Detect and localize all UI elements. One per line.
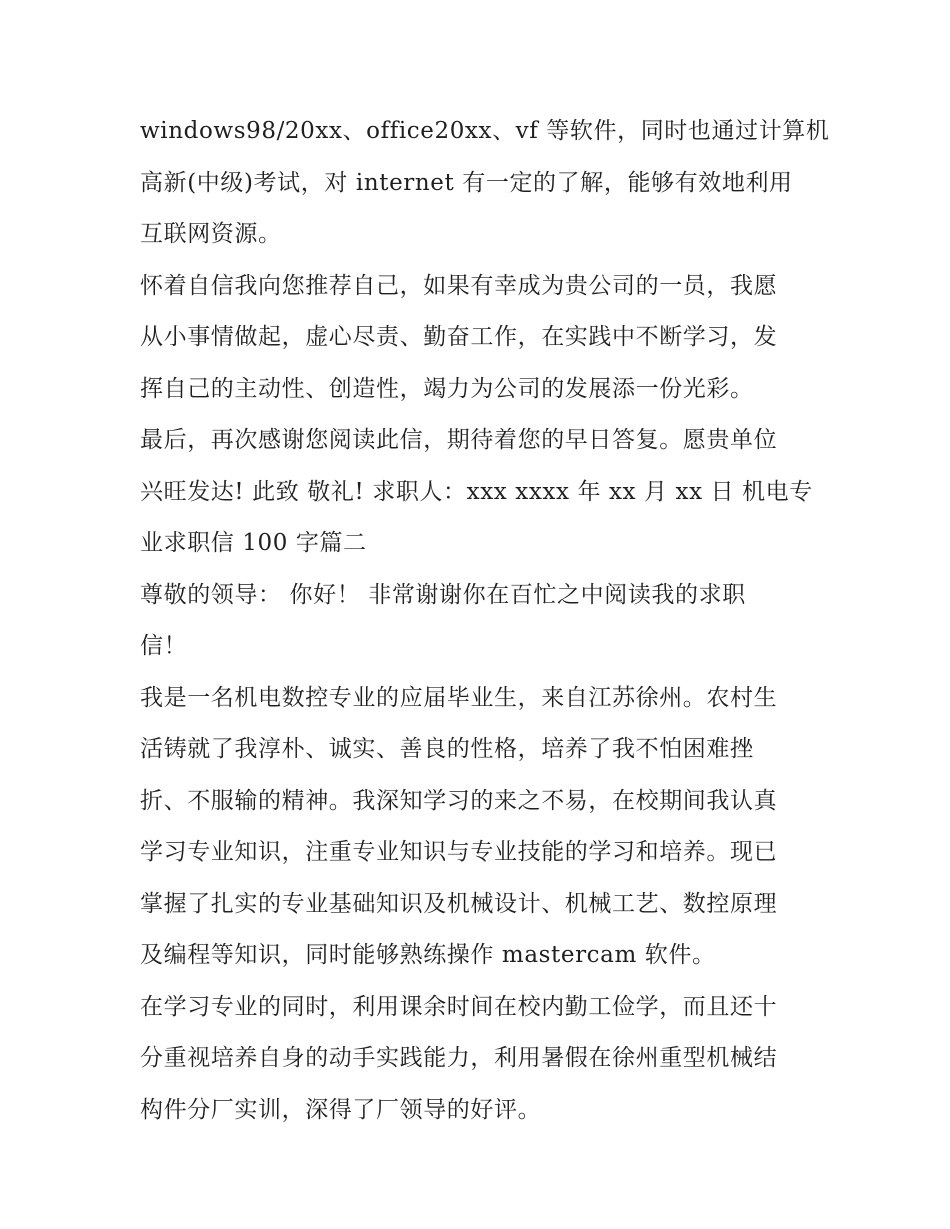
text-line: 我是一名机电数控专业的应届毕业生，来自江苏徐州。农村生 (140, 684, 778, 711)
text-line: 及编程等知识，同时能够熟练操作 mastercam 软件。 (140, 942, 716, 968)
text-line: 高新(中级)考试，对 internet 有一定的了解，能够有效地利用 (140, 169, 793, 196)
document-body (140, 106, 830, 1136)
text-line: 分重视培养自身的动手实践能力，利用暑假在徐州重型机械结 (140, 1045, 778, 1071)
text-line: 学习专业知识，注重专业知识与专业技能的学习和培养。现已 (140, 839, 778, 865)
text-line: 折、不服输的精神。我深知学习的来之不易，在校期间我认真 (140, 787, 778, 814)
text-line: 兴旺发达! 此致 敬礼! 求职人：xxx xxxx 年 xx 月 xx 日 机电专 (140, 478, 813, 505)
text-line: windows98/20xx、office20xx、vf 等软件，同时也通过计算机 (140, 118, 830, 144)
text-line: 活铸就了我淳朴、诚实、善良的性格，培养了我不怕困难挫 (140, 736, 754, 762)
text-line: 互联网资源。 (140, 221, 282, 247)
text-line: 构件分厂实训，深得了厂领导的好评。 (140, 1096, 542, 1123)
text-line: 掌握了扎实的专业基础知识及机械设计、机械工艺、数控原理 (140, 890, 778, 917)
text-line: 信！ (140, 633, 188, 659)
text-line: 挥自己的主动性、创造性，竭力为公司的发展添一份光彩。 (140, 375, 754, 402)
text-line: 在学习专业的同时，利用课余时间在校内勤工俭学，而且还十 (140, 993, 778, 1020)
text-line: 怀着自信我向您推荐自己，如果有幸成为贵公司的一员，我愿 (140, 272, 778, 299)
text-line: 业求职信 100 字篇二 (140, 530, 367, 556)
text-line: 尊敬的领导： 你好！ 非常谢谢你在百忙之中阅读我的求职 (140, 581, 746, 608)
text-line: 从小事情做起，虚心尽责、勤奋工作，在实践中不断学习，发 (140, 324, 778, 350)
text-line: 最后，再次感谢您阅读此信，期待着您的早日答复。愿贵单位 (140, 427, 778, 453)
